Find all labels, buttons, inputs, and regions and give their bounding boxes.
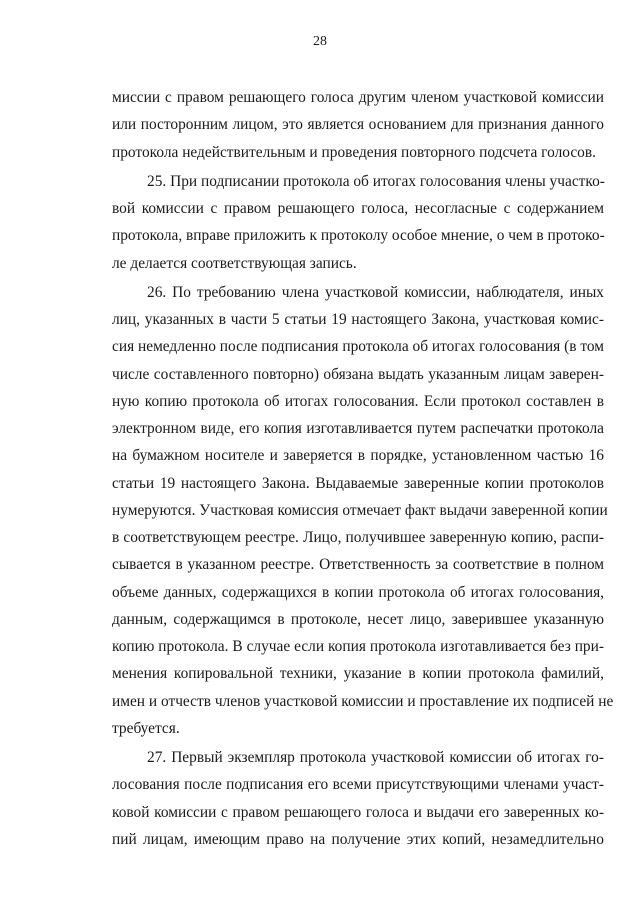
text-line: протокола недействительным и проведения повторного подсчета голосов. bbox=[112, 143, 596, 161]
text-line: копию протокола. В случае если копия протокола изготавливается без при- bbox=[112, 638, 604, 655]
document-text bbox=[112, 84, 614, 853]
page-number: 28 bbox=[313, 34, 327, 49]
text-line: ле делается соответствующая запись. bbox=[112, 254, 357, 272]
text-line: в соответствующем реестре. Лицо, получившее заверенную копию, распи- bbox=[112, 529, 604, 546]
text-line: требуется. bbox=[112, 719, 180, 737]
paragraph-item-26 bbox=[112, 279, 614, 742]
text-line: лосования после подписания его всеми присутствующими членами участ- bbox=[112, 776, 604, 794]
text-line: 25. При подписании протокола об итогах голосования члены участко- bbox=[147, 172, 605, 190]
text-line: нумеруются. Участковая комиссия отмечает факт выдачи заверенной копии bbox=[112, 501, 608, 519]
text-line: ковой комиссии с правом решающего голоса и выдачи его заверенных ко- bbox=[112, 803, 604, 821]
text-line: вой комиссии с правом решающего голоса, несогласные с содержанием bbox=[112, 200, 604, 217]
paragraph-item-25 bbox=[112, 168, 604, 277]
text-line: пий лицам, имеющим право на получение этих копий, незамедлительно bbox=[112, 830, 604, 848]
text-line: 26. По требованию члена участковой комиссии, наблюдателя, иных bbox=[147, 283, 604, 301]
text-line: сывается в указанном реестре. Ответственность за соответствие в полном bbox=[112, 556, 604, 574]
text-line: статьи 19 настоящего Закона. Выдаваемые заверенные копии протоколов bbox=[112, 474, 604, 492]
text-line: объеме данных, содержащихся в копии протокола об итогах голосования, bbox=[112, 583, 604, 601]
text-line: менения копировальной техники, указание в копии протокола фамилий, bbox=[112, 665, 604, 683]
text-line: или посторонним лицом, это является основанием для признания данного bbox=[112, 116, 604, 134]
text-line: миссии с правом решающего голоса другим членом участковой комиссии bbox=[112, 89, 604, 106]
text-line: ную копию протокола об итогах голосования. Если протокол составлен в bbox=[112, 392, 604, 410]
text-line: 27. Первый экземпляр протокола участковой комиссии об итогах го- bbox=[147, 749, 604, 766]
text-line: на бумажном носителе и заверяется в порядке, установленном частью 16 bbox=[112, 447, 604, 465]
text-line: данным, содержащимся в протоколе, несет лицо, заверившее указанную bbox=[112, 610, 604, 628]
text-line: имен и отчеств членов участковой комиссии и проставление их подписей не bbox=[112, 692, 614, 710]
text-line: лиц, указанных в части 5 статьи 19 настоящего Закона, участковая комис- bbox=[112, 311, 604, 328]
text-line: числе составленного повторно) обязана выдать указанным лицам заверен- bbox=[112, 365, 604, 383]
text-line: электронном виде, его копия изготавливается путем распечатки протокола bbox=[112, 420, 604, 437]
paragraph-continuation bbox=[112, 84, 604, 166]
text-line: сия немедленно после подписания протокола об итогах голосования (в том bbox=[112, 338, 604, 356]
text-line: протокола, вправе приложить к протоколу особое мнение, о чем в протоко- bbox=[112, 227, 605, 245]
paragraph-item-27 bbox=[112, 744, 604, 853]
